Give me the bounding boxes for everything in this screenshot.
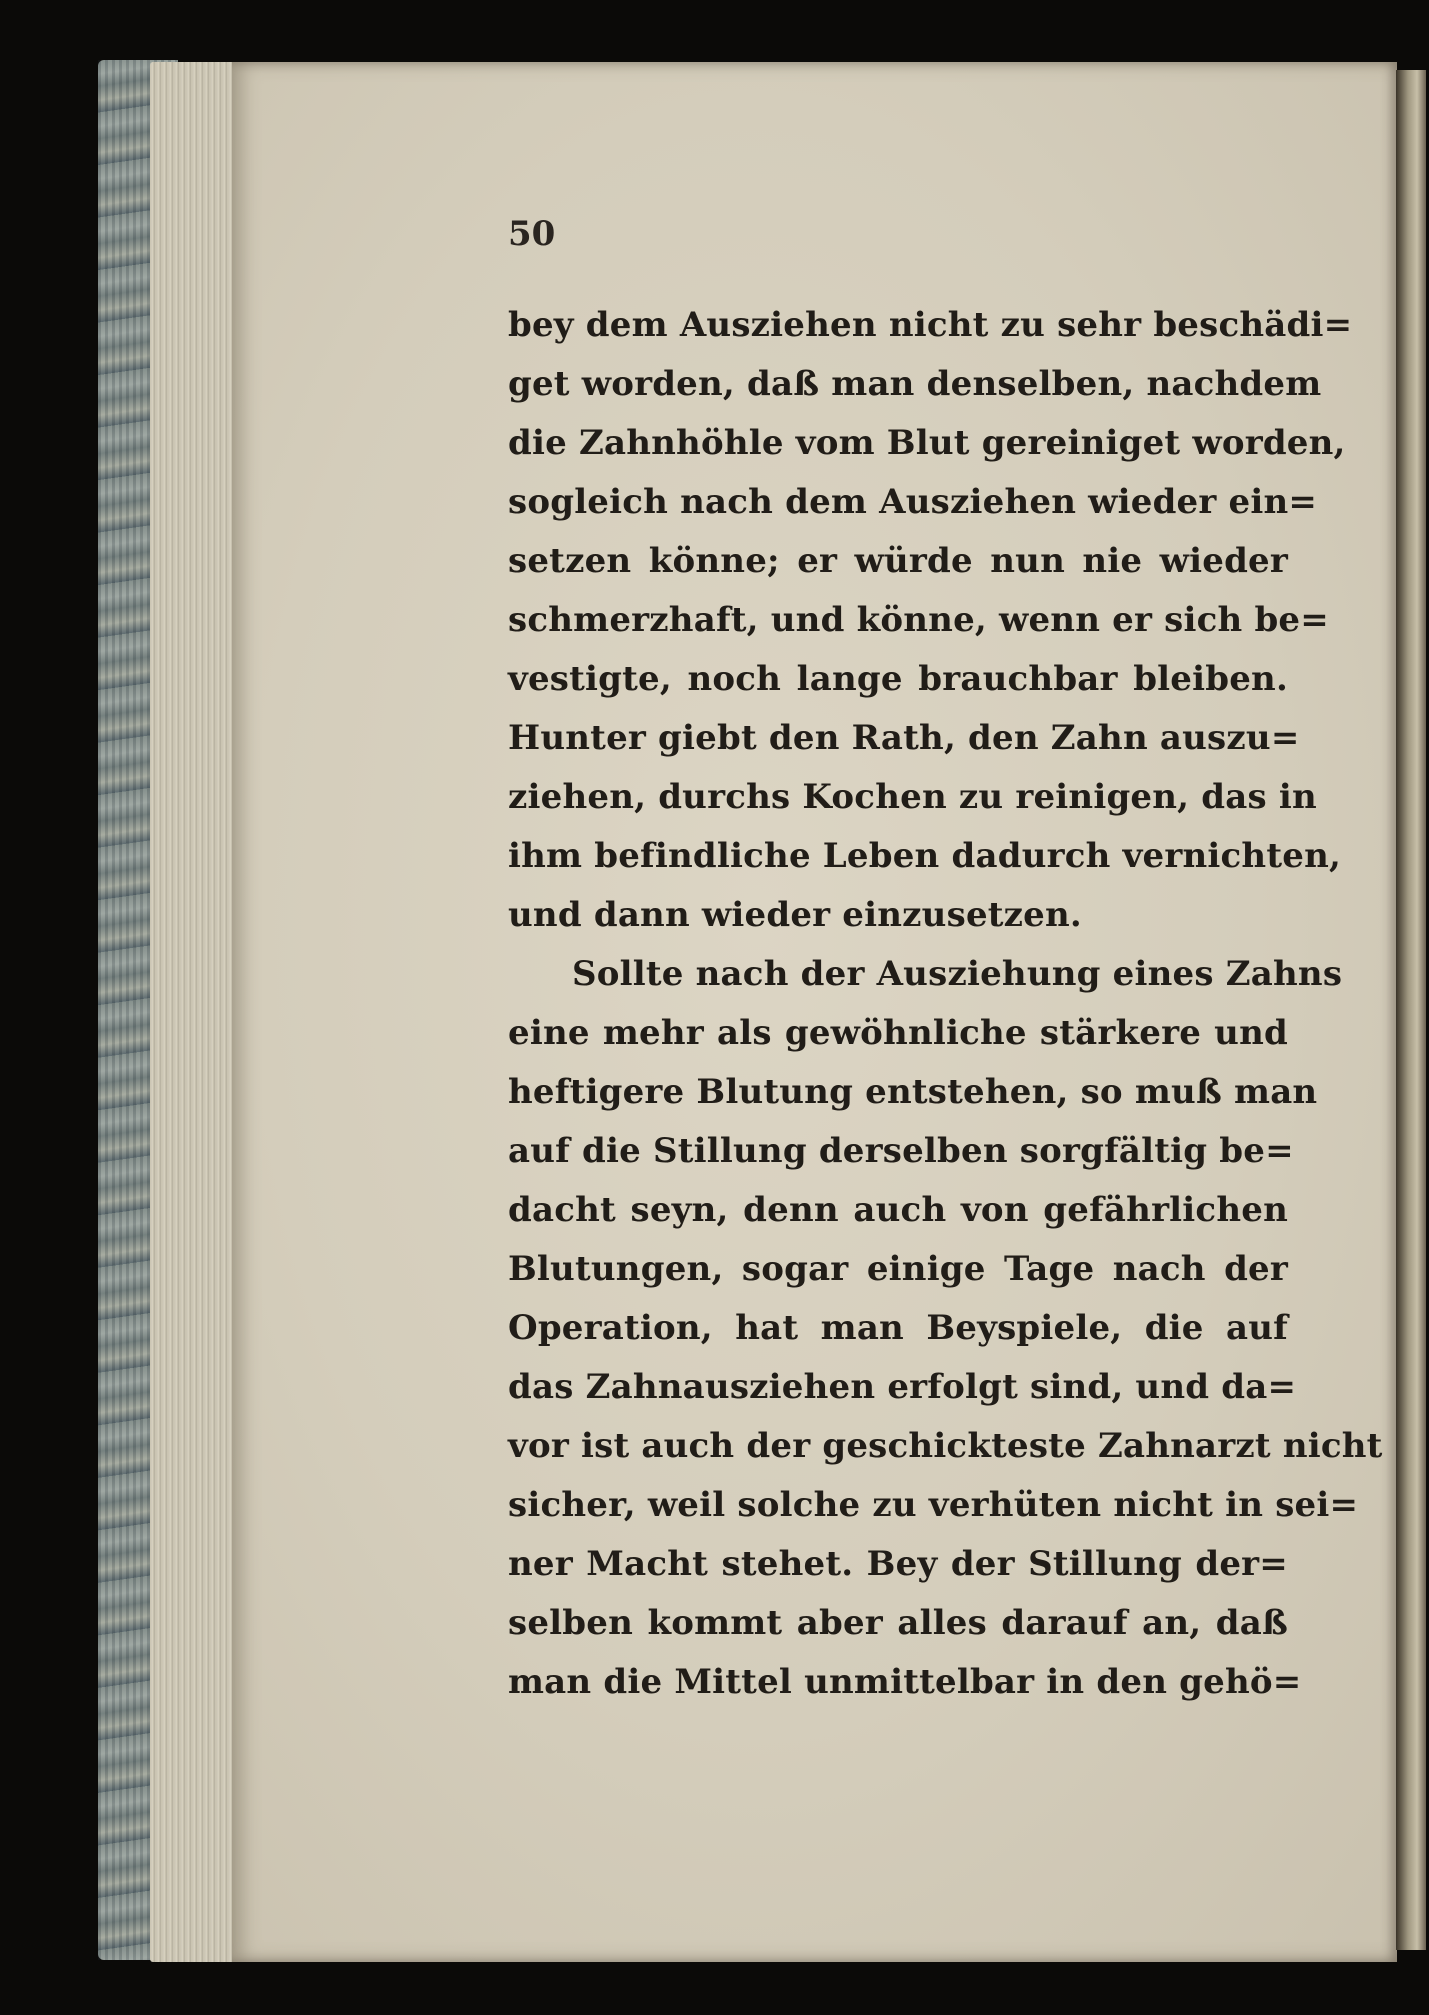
text-line: ziehen, durchs Kochen zu reinigen, das in xyxy=(508,777,1317,817)
text-line: ihm befindliche Leben dadurch vernichten, xyxy=(508,836,1342,876)
text-line: auf die Stillung derselben sorgfältig be= xyxy=(508,1131,1294,1171)
text-line: schmerzhaft, und könne, wenn er sich be= xyxy=(508,600,1329,640)
page-edges xyxy=(150,62,242,1962)
text-line: dacht seyn, denn auch von gefährlichen xyxy=(508,1190,1288,1230)
text-line: heftigere Blutung entstehen, so muß man xyxy=(508,1072,1318,1112)
text-line: das Zahnausziehen erfolgt sind, und da= xyxy=(508,1367,1297,1407)
text-line: man die Mittel unmittelbar in den gehö= xyxy=(508,1662,1302,1702)
text-line: setzen könne; er würde nun nie wieder xyxy=(508,541,1288,581)
text-line: die Zahnhöhle vom Blut gereiniget worden, xyxy=(508,423,1346,463)
facing-page-edge xyxy=(1396,70,1426,1950)
text-line: Blutungen, sogar einige Tage nach der xyxy=(508,1249,1288,1289)
text-line: selben kommt aber alles darauf an, daß xyxy=(508,1603,1288,1643)
text-line: bey dem Ausziehen nicht zu sehr beschädi= xyxy=(508,305,1353,345)
text-line: und dann wieder einzusetzen. xyxy=(508,895,1082,935)
text-line: eine mehr als gewöhnliche stärkere und xyxy=(508,1013,1288,1053)
text-line: vor ist auch der geschickteste Zahnarzt nicht xyxy=(508,1426,1383,1466)
text-line: Operation, hat man Beyspiele, die auf xyxy=(508,1308,1288,1348)
text-line: get worden, daß man denselben, nachdem xyxy=(508,364,1322,404)
text-line: Sollte nach der Ausziehung eines Zahns xyxy=(572,954,1343,994)
text-line: vestigte, noch lange brauchbar bleiben. xyxy=(508,659,1288,699)
text-line: sogleich nach dem Ausziehen wieder ein= xyxy=(508,482,1318,522)
text-line: ner Macht stehet. Bey der Stillung der= xyxy=(508,1544,1288,1584)
text-line: Hunter giebt den Rath, den Zahn auszu= xyxy=(508,718,1300,758)
page-number: 50 xyxy=(508,214,556,254)
text-line: sicher, weil solche zu verhüten nicht in sei= xyxy=(508,1485,1359,1525)
page-text xyxy=(508,296,1383,1712)
